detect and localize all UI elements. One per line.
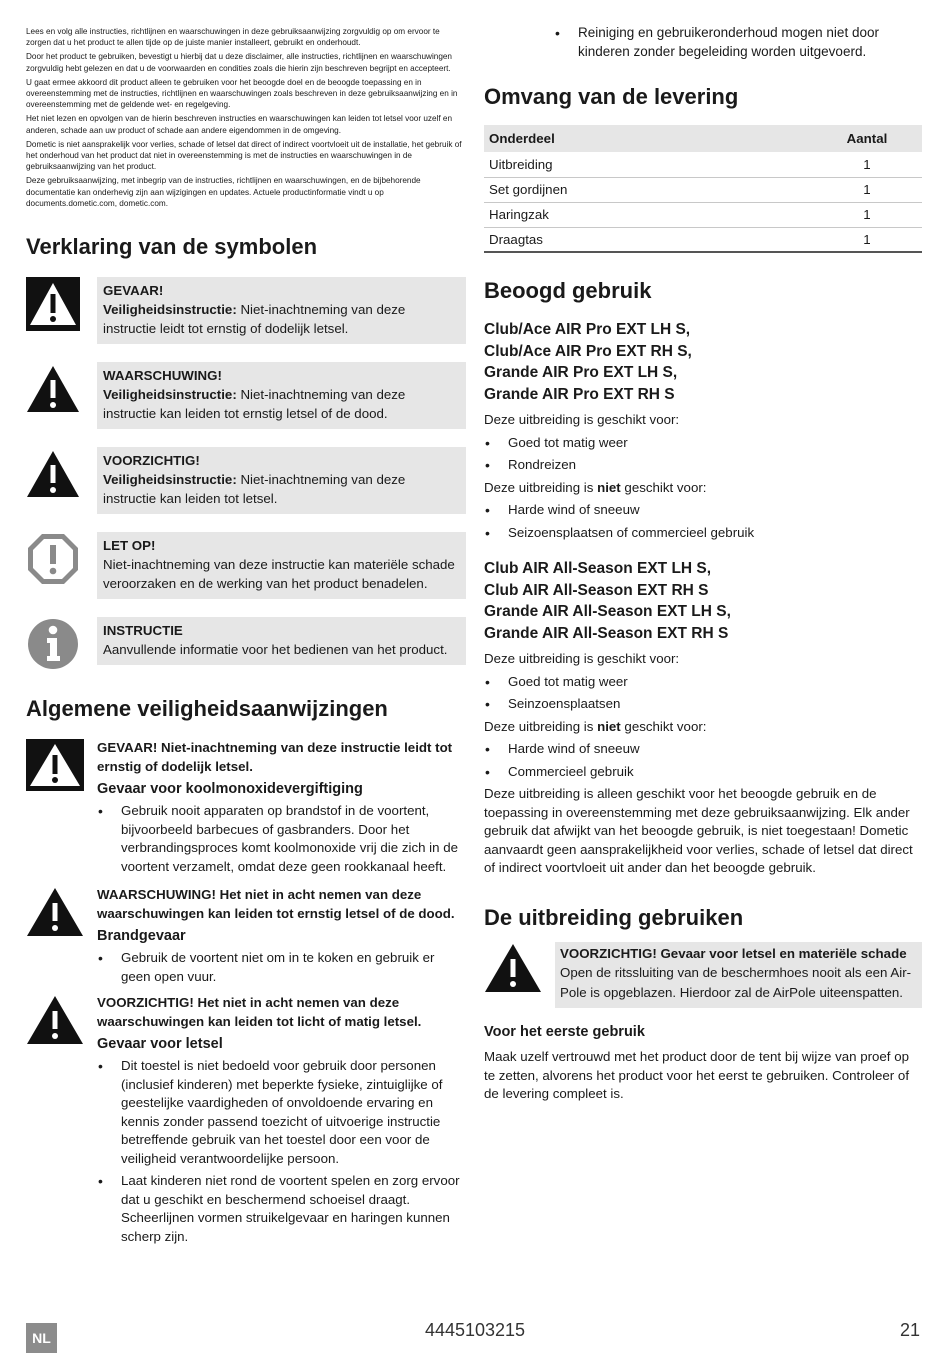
caution-triangle-icon (26, 447, 80, 501)
list-item: • Rondreizen (484, 456, 922, 475)
model-name: Grande AIR All-Season EXT RH S (484, 624, 729, 642)
notice-octagon-icon (26, 532, 80, 586)
column-header-qty: Aantal (812, 125, 922, 152)
not-suitable-label (484, 718, 922, 737)
symbol-text: Niet-inachtneming van deze instructie kan materiële schade veroorzaken en de werking van het product benadelen. (103, 557, 455, 592)
cell-part: Draagtas (484, 227, 812, 252)
symbol-notice-box (97, 532, 466, 599)
intro-paragraph: Door het product te gebruiken, bevestigt u hierbij dat u deze disclaimer, alle instructies, richtlijnen en waarschuwingen zorgvuldig hebt gelezen en dat u de voorwaarden en condities zoals die hierin zijn beschreven begrijpt en accepteert. (26, 52, 452, 73)
cell-qty: 1 (812, 202, 922, 227)
suitable-label: Deze uitbreiding is geschikt voor: (484, 651, 680, 666)
delivery-heading: Omvang van de levering (484, 84, 739, 109)
first-use-heading: Voor het eerste gebruik (484, 1024, 645, 1040)
list-item: • Goed tot matig weer (484, 673, 922, 692)
symbols-list (26, 277, 466, 671)
symbol-title: GEVAAR! (103, 283, 164, 299)
symbol-label: Veiligheidsinstructie: (103, 472, 237, 488)
intended-use-disclaimer: Deze uitbreiding is alleen geschikt voor het beoogde gebruik en de toepassing in overeenstemming met deze gebruiksaanwijzing. Elk ander gebruik dat afwijkt van het beoogde gebruik, is niet toegestaan! Dometic aanvaardt geen aansprakelijkheid voor verlies, schade of letsel dat direct of indirect voortvloeit uit ander dan het beoogde gebruik. (484, 786, 913, 875)
symbol-title: LET OP! (103, 538, 156, 554)
suitable-label: Deze uitbreiding is geschikt voor: (484, 412, 680, 427)
safety-caution-list (97, 1057, 466, 1246)
safety-danger-subheading: Gevaar voor koolmonoxidevergiftiging (97, 781, 363, 798)
cell-qty: 1 (812, 227, 922, 252)
column-header-part: Onderdeel (484, 125, 812, 152)
list-item: • Goed tot matig weer (484, 434, 922, 453)
safety-danger-header: GEVAAR! Niet-inachtneming van deze instructie leidt tot ernstig of dodelijk letsel. (97, 740, 453, 774)
symbol-caution (26, 447, 466, 514)
symbol-text: Aanvullende informatie voor het bedienen van het product. (103, 642, 448, 658)
symbol-title: VOORZICHTIG! (103, 453, 200, 469)
symbol-text: Niet-inachtneming van deze instructie kan leiden tot letsel. (103, 472, 406, 507)
model-name: Grande AIR Pro EXT LH S, (484, 364, 678, 381)
left-column (26, 26, 466, 1250)
symbol-label: Veiligheidsinstructie: (103, 387, 237, 403)
document-number: 4445103215 (424, 1320, 526, 1340)
safety-warning (26, 886, 466, 990)
suitable-list (484, 434, 922, 475)
info-icon (26, 617, 80, 671)
danger-warning-icon (26, 277, 80, 331)
safety-warning-list (97, 949, 466, 986)
text-part: Deze uitbreiding is (484, 479, 598, 495)
using-caution (484, 942, 922, 1009)
using-heading: De uitbreiding gebruiken (484, 904, 744, 930)
intro-paragraph: Dometic is niet aansprakelijk voor verlies, schade of letsel dat direct of indirect voortvloeit uit de installatie, het gebruik of het onderhoud van het product dat niet in overeenstemming is met de instructies en waarschuwingen in de gebruiksaanwijzing van het product. (26, 139, 462, 172)
list-item: • Reiniging en gebruikeronderhoud mogen niet door kinderen zonder begeleiding worden uitgevoerd. (554, 24, 922, 61)
symbol-text: Niet-inachtneming van deze instructie leidt tot ernstig of dodelijk letsel. (103, 302, 406, 337)
table-row (484, 177, 922, 202)
symbol-instruction (26, 617, 466, 671)
text-part: geschikt voor: (620, 718, 707, 734)
list-item: • Laat kinderen niet rond de voortent spelen en zorg ervoor dat u geschikt en beschermend schoeisel draagt. Scheerlijnen vormen struikelgevaar en haringen kunnen scherp zijn. (97, 1172, 466, 1246)
symbols-heading: Verklaring van de symbolen (26, 234, 318, 260)
danger-warning-icon (26, 739, 84, 791)
right-column (484, 24, 922, 1104)
symbol-danger-box (97, 277, 466, 344)
safety-danger-list (97, 802, 466, 876)
table-row (484, 152, 922, 177)
model-name: Club AIR All-Season EXT RH S (484, 581, 709, 599)
safety-caution-header: VOORZICHTIG! Het niet in acht nemen van deze waarschuwingen kan leiden tot licht of matig letsel. (97, 995, 422, 1029)
caution-triangle-icon (484, 942, 542, 994)
model-name: Grande AIR All-Season EXT LH S, (484, 603, 731, 620)
list-item: • Commercieel gebruik (484, 763, 922, 782)
list-item: • Harde wind of sneeuw (484, 740, 922, 759)
table-header-row (484, 125, 922, 152)
cell-qty: 1 (812, 177, 922, 202)
cell-qty: 1 (812, 152, 922, 177)
cell-part: Set gordijnen (484, 177, 812, 202)
warning-triangle-icon (26, 362, 80, 416)
delivery-table (484, 125, 922, 253)
symbol-warning-box (97, 362, 466, 429)
safety-warning-body (97, 886, 466, 990)
model-name: Club/Ace AIR Pro EXT RH S, (484, 342, 692, 360)
using-caution-header: VOORZICHTIG! Gevaar voor letsel en materiële schade (560, 945, 907, 961)
list-item: • Dit toestel is niet bedoeld voor gebruik door personen (inclusief kinderen) met beperkte fysieke, zintuiglijke of geestelijke vaardigheden of onvoldoende ervaring en kennis zonder passend toezicht of uitvoerige instructie betreffende gebruik van het toestel door een voor de veiligheid verantwoordelijke persoon. (97, 1057, 466, 1168)
list-item: • Harde wind of sneeuw (484, 501, 922, 520)
table-row (484, 227, 922, 252)
not-suitable-list (484, 501, 922, 542)
safety-caution (26, 994, 466, 1250)
symbol-danger (26, 277, 466, 344)
symbol-title: INSTRUCTIE (103, 623, 183, 639)
intro-disclaimer (26, 26, 466, 209)
using-caution-text: Open de ritssluiting van de beschermhoes nooit als een Air-Pole is opgeblazen. Hierdoor zal de AirPole uiteenspatten. (560, 965, 912, 1000)
symbol-title: WAARSCHUWING! (103, 368, 222, 384)
model-group-1 (484, 319, 922, 542)
model-group-2 (484, 558, 922, 781)
list-item: • Seizoensplaatsen of commercieel gebruik (484, 524, 922, 543)
not-suitable-list (484, 740, 922, 781)
safety-danger (26, 739, 466, 880)
symbol-notice (26, 532, 466, 599)
table-row (484, 202, 922, 227)
suitable-list (484, 673, 922, 714)
symbol-label: Veiligheidsinstructie: (103, 302, 237, 318)
symbol-text: Niet-inachtneming van deze instructie kan leiden tot ernstig letsel of de dood. (103, 387, 406, 422)
model-name: Club AIR All-Season EXT LH S, (484, 560, 712, 577)
model-name: Club/Ace AIR Pro EXT LH S, (484, 321, 691, 338)
caution-triangle-icon (26, 994, 84, 1046)
cell-part: Uitbreiding (484, 152, 812, 177)
safety-warning-header: WAARSCHUWING! Het niet in acht nemen van deze waarschuwingen kan leiden tot ernstig letsel of de dood. (97, 887, 455, 921)
using-caution-box (555, 942, 922, 1009)
symbol-instruction-box (97, 617, 466, 665)
list-item: • Gebruik de voortent niet om in te koken en gebruik er geen open vuur. (97, 949, 466, 986)
safety-heading: Algemene veiligheidsaanwijzingen (26, 696, 388, 722)
symbol-caution-box (97, 447, 466, 514)
safety-caution-body (97, 994, 466, 1250)
intro-paragraph: Lees en volg alle instructies, richtlijnen en waarschuwingen in deze gebruiksaanwijzing zorgvuldig op om ervoor te zorgen dat u het product te allen tijde op de juiste manier installeert, gebruikt en onderhoudt. (26, 27, 440, 48)
safety-caution-subheading: Gevaar voor letsel (97, 1036, 223, 1053)
intro-paragraph: U gaat ermee akkoord dit product alleen te gebruiken voor het beoogde doel en de beoogde toepassing en in overeenstemming met de instructies, richtlijnen en waarschuwingen zoals beschreven in deze gebruiksaanwijzing en in overeenstemming met de geldende wet- en regelgeving. (26, 77, 458, 110)
intro-paragraph: Het niet lezen en opvolgen van de hierin beschreven instructies en waarschuwingen kan leiden tot letsel voor uzelf en anderen, schade aan uw product of schade aan andere eigendommen in de omgeving. (26, 114, 453, 135)
warning-triangle-icon (26, 886, 84, 938)
symbol-warning (26, 362, 466, 429)
first-use-text: Maak uzelf vertrouwd met het product door de tent bij wijze van proef op te zetten, alvorens het product voor het eerst te gebruiken. Controleer of de levering compleet is. (484, 1049, 910, 1101)
list-item: • Gebruik nooit apparaten op brandstof in de voortent, bijvoorbeeld barbecues of gasbranders. Door het verbrandingsproces komt koolmonoxide vrij die zich in de voortent verzamelt, omdat deze geen rookkanaal heeft. (97, 802, 466, 876)
page-number: 21 (899, 1320, 920, 1340)
text-emphasis: niet (597, 718, 621, 734)
not-suitable-label (484, 479, 922, 498)
cleaning-list (484, 24, 922, 61)
intro-paragraph: Deze gebruiksaanwijzing, met inbegrip van de instructies, richtlijnen en waarschuwingen, en de bijbehorende documentatie kan onderhevig zijn aan wijzigingen en updates. Actuele productinformatie vindt u op documents.dometic.com, dometic.com. (26, 176, 421, 208)
model-name: Grande AIR Pro EXT RH S (484, 385, 675, 403)
cell-part: Haringzak (484, 202, 812, 227)
intended-use-heading: Beoogd gebruik (484, 278, 652, 303)
text-part: Deze uitbreiding is (484, 718, 598, 734)
list-item: • Seinzoensplaatsen (484, 695, 922, 714)
text-part: geschikt voor: (620, 479, 707, 495)
safety-warning-subheading: Brandgevaar (97, 928, 186, 945)
safety-danger-body (97, 739, 466, 880)
text-emphasis: niet (597, 479, 621, 495)
language-badge: NL (26, 1323, 57, 1353)
